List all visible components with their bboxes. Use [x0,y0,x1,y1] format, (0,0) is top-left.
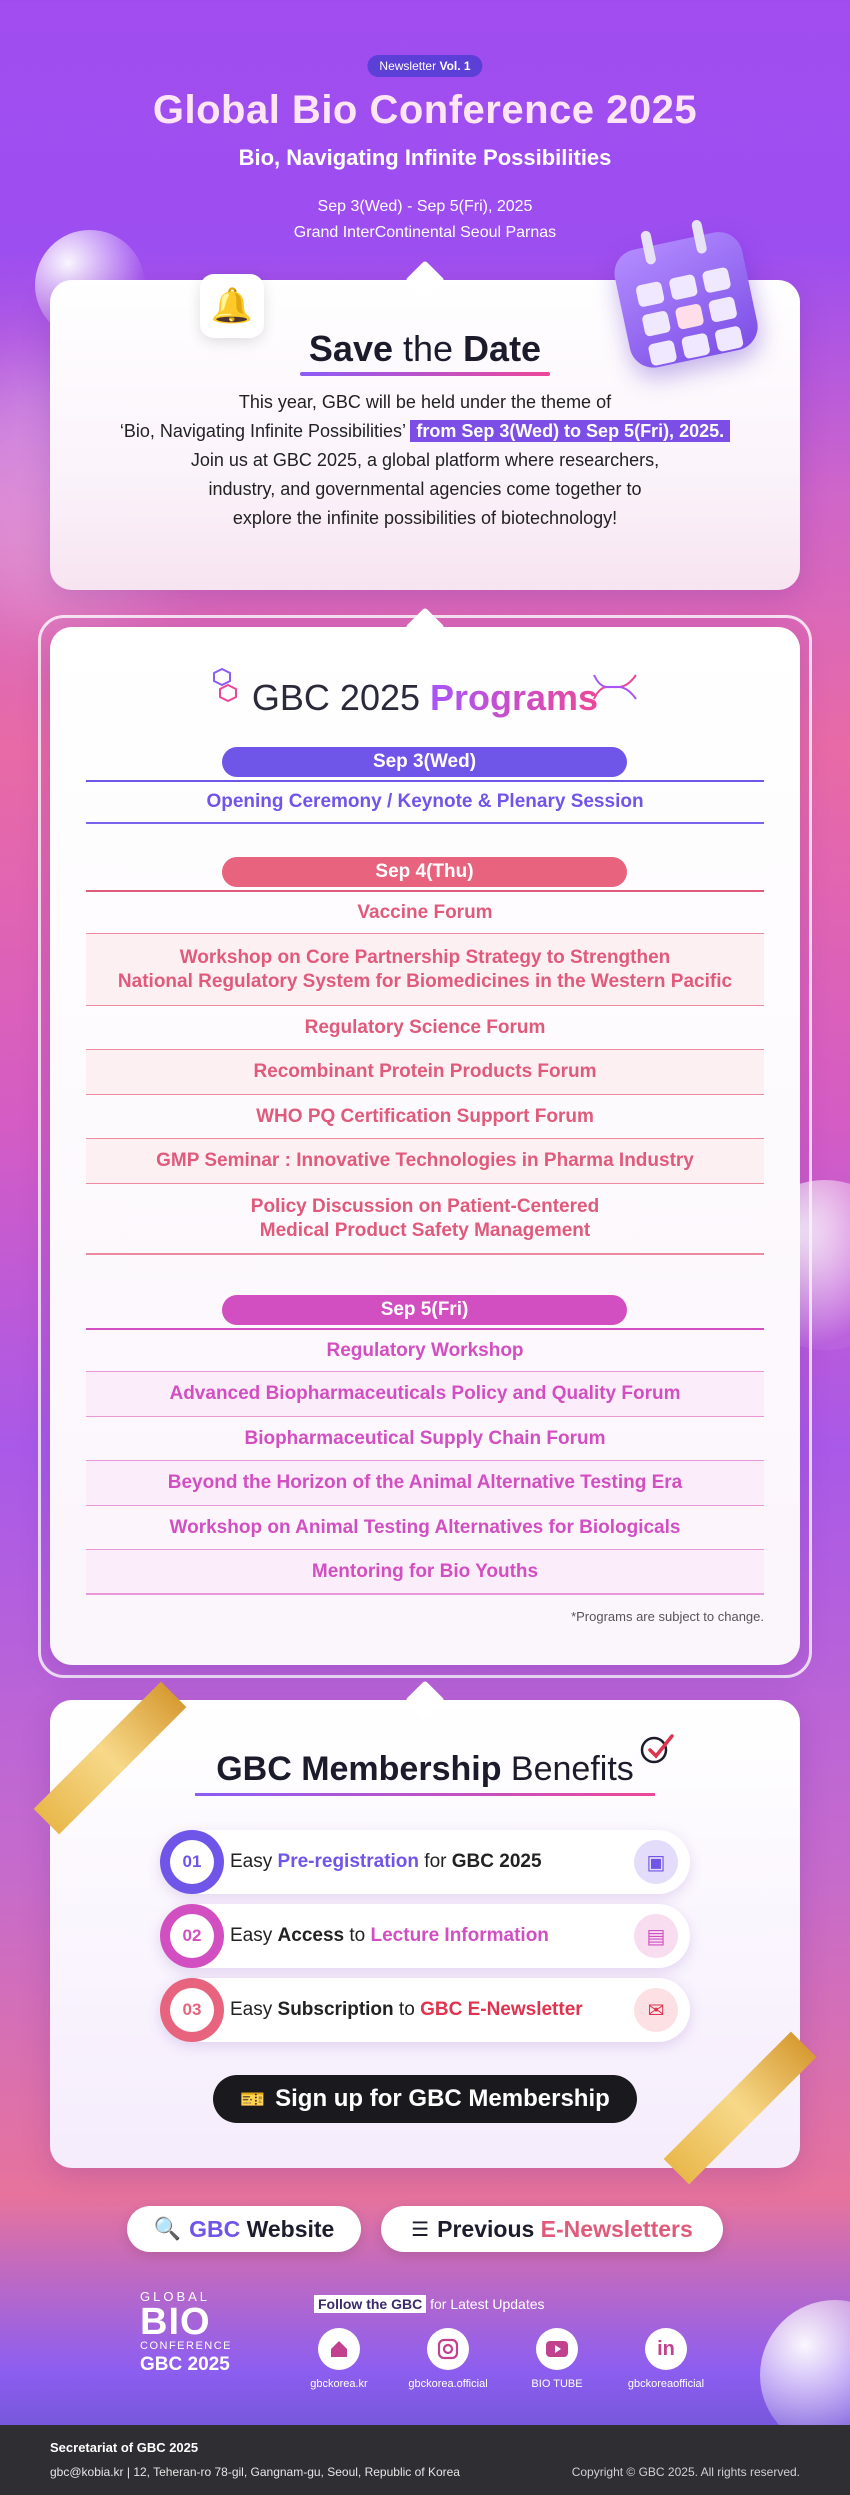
signup-button[interactable] [213,2075,637,2123]
event-dates: Sep 3(Wed) - Sep 5(Fri), 2025 [317,198,533,215]
membership-card [50,1700,800,2168]
logo-line: BIO [140,2301,211,2343]
benefit-strong: Subscription [277,1999,394,2020]
newsletter-label: Newsletter [379,59,437,73]
programs-note: *Programs are subject to change. [571,1609,764,1624]
follow-rest: for Latest Updates [426,2296,545,2312]
website-label-accent: GBC [189,2215,241,2242]
programs-title-accent: Programs [430,677,599,718]
social-home[interactable] [289,2328,389,2390]
theme-text: ‘Bio, Navigating Infinite Possibilities’ [119,421,406,441]
browser-icon: ▣ [634,1840,678,1884]
body-line: industry, and governmental agencies come together to [208,479,642,499]
program-item[interactable]: Vaccine Forum [86,890,764,934]
the-word: the [392,328,464,369]
program-item[interactable]: Beyond the Horizon of the Animal Alternative Testing Era [86,1461,764,1506]
card-notch [405,1680,445,1720]
date-word: Date [463,328,542,369]
body-line [80,417,770,446]
footer [0,2425,850,2495]
home-icon [318,2328,360,2370]
benefit-end: GBC 2025 [451,1851,542,1872]
membership-title-plain: Benefits [501,1750,634,1788]
programs-card [50,627,800,1665]
programs-title-prefix: GBC 2025 [251,677,431,718]
newsletter-volume: Vol. 1 [439,59,471,73]
date-highlight: from Sep 3(Wed) to Sep 5(Fri), 2025. [410,420,730,442]
social-label: gbckorea.kr [310,2378,368,2390]
benefit-number-badge [160,1904,224,1968]
social-instagram[interactable] [398,2328,498,2390]
search-globe-icon: 🔍 [153,2216,182,2241]
youtube-icon [536,2328,578,2370]
footer-address: gbc@kobia.kr | 12, Teheran-ro 78-gil, Gangnam-gu, Seoul, Republic of Korea [50,2465,460,2479]
newsletter-icon: ✉ [634,1988,678,2032]
gbc-website-button[interactable] [127,2206,361,2252]
benefit-mid: to [393,1999,421,2020]
linkedin-icon: in [645,2328,687,2370]
follow-bold: Follow the GBC [314,2295,426,2313]
title-underline [195,1793,655,1796]
page-subtitle: Bio, Navigating Infinite Possibilities [238,145,612,170]
page-title: Global Bio Conference 2025 [152,88,698,132]
bell-icon: 🔔 [200,274,264,338]
gold-ribbon [664,2032,817,2185]
day-pill-sep4: Sep 4(Thu) [222,857,627,887]
program-item[interactable]: GMP Seminar : Innovative Technologies in Pharma Industry [86,1139,764,1184]
program-item-line: Workshop on Core Partnership Strategy to Strengthen [179,946,671,968]
day-pill-sep3: Sep 3(Wed) [222,747,627,777]
benefit-number-badge [160,1978,224,2042]
benefit-text [230,1830,542,1894]
program-item[interactable]: Opening Ceremony / Keynote & Plenary Session [86,780,764,824]
follow-text [314,2296,545,2312]
program-item[interactable]: Advanced Biopharmaceuticals Policy and Quality Forum [86,1372,764,1417]
social-youtube[interactable] [507,2328,607,2390]
body-line: explore the infinite possibilities of biotechnology! [232,508,618,528]
title-underline [300,372,550,376]
benefit-number: 03 [170,1988,214,2032]
social-linkedin[interactable] [616,2328,716,2390]
benefit-number-badge [160,1830,224,1894]
save-the-date-title [50,328,800,370]
card-notch [405,607,445,647]
benefit-strong: Access [277,1925,345,1946]
event-venue: Grand InterContinental Seoul Parnas [293,224,557,241]
benefit-pre: Easy [230,1851,278,1872]
save-word: Save [308,328,393,369]
newsletters-label-pre: Previous [437,2215,541,2242]
newsletters-label [437,2216,693,2243]
program-item-line: Policy Discussion on Patient-Centered [250,1195,600,1217]
logo-line: GBC 2025 [140,2354,230,2375]
social-label: BIO TUBE [531,2378,583,2390]
body-line: Join us at GBC 2025, a global platform where researchers, [190,450,660,470]
program-item[interactable]: Mentoring for Bio Youths [86,1550,764,1595]
website-label-rest: Website [240,2215,335,2242]
footer-copyright: Copyright © GBC 2025. All rights reserved. [571,2465,800,2479]
program-item-line: National Regulatory System for Biomedicines in the Western Pacific [117,970,733,992]
benefit-text [230,1978,583,2042]
membership-card-icon: 🎫 [240,2088,266,2111]
website-label [189,2216,334,2243]
check-icon [638,1730,676,1766]
day-pill-sep5: Sep 5(Fri) [222,1295,627,1325]
program-item[interactable] [86,1184,764,1255]
save-the-date-card [50,280,800,590]
logo-line: CONFERENCE [140,2340,233,2352]
newsletter-volume-pill [367,55,482,77]
benefit-end: Lecture Information [370,1925,549,1946]
program-item[interactable]: Biopharmaceutical Supply Chain Forum [86,1417,764,1461]
gbc-logo [140,2290,232,2374]
membership-title [50,1750,800,1789]
program-item[interactable]: Regulatory Workshop [86,1328,764,1372]
benefit-pre: Easy [230,1999,278,2020]
program-item[interactable]: Workshop on Animal Testing Alternatives for Biologicals [86,1506,764,1550]
social-label: gbckoreaofficial [627,2378,705,2390]
benefit-number: 02 [170,1914,214,1958]
footer-secretariat: Secretariat of GBC 2025 [50,2440,199,2455]
program-item[interactable]: Recombinant Protein Products Forum [86,1050,764,1095]
program-item[interactable] [86,934,764,1006]
body-line: This year, GBC will be held under the theme of [238,392,612,412]
benefit-end: GBC E-Newsletter [420,1999,583,2020]
newsletters-label-accent: E-Newsletters [540,2215,693,2242]
previous-newsletters-button[interactable] [381,2206,723,2252]
benefit-text [230,1904,549,1968]
program-item[interactable]: WHO PQ Certification Support Forum [86,1095,764,1139]
benefit-item[interactable] [160,1830,690,1894]
membership-title-bold: GBC Membership [216,1750,502,1788]
benefit-number: 01 [170,1840,214,1884]
benefit-strong: Pre-registration [277,1851,420,1872]
benefit-item[interactable] [160,1978,690,2042]
benefit-item[interactable] [160,1904,690,1968]
document-icon: ▤ [634,1914,678,1958]
signup-label: Sign up for GBC Membership [275,2085,610,2112]
benefit-mid: to [344,1925,371,1946]
benefit-pre: Easy [230,1925,278,1946]
logo-line: GLOBAL [140,2289,211,2304]
benefit-mid: for [419,1851,452,1872]
social-label: gbckorea.official [408,2378,488,2390]
programs-title [50,677,800,719]
list-icon: ☰ [411,2218,430,2241]
program-item-line: Medical Product Safety Management [259,1219,591,1241]
save-the-date-body [80,388,770,533]
instagram-icon [427,2328,469,2370]
program-item[interactable]: Regulatory Science Forum [86,1006,764,1050]
